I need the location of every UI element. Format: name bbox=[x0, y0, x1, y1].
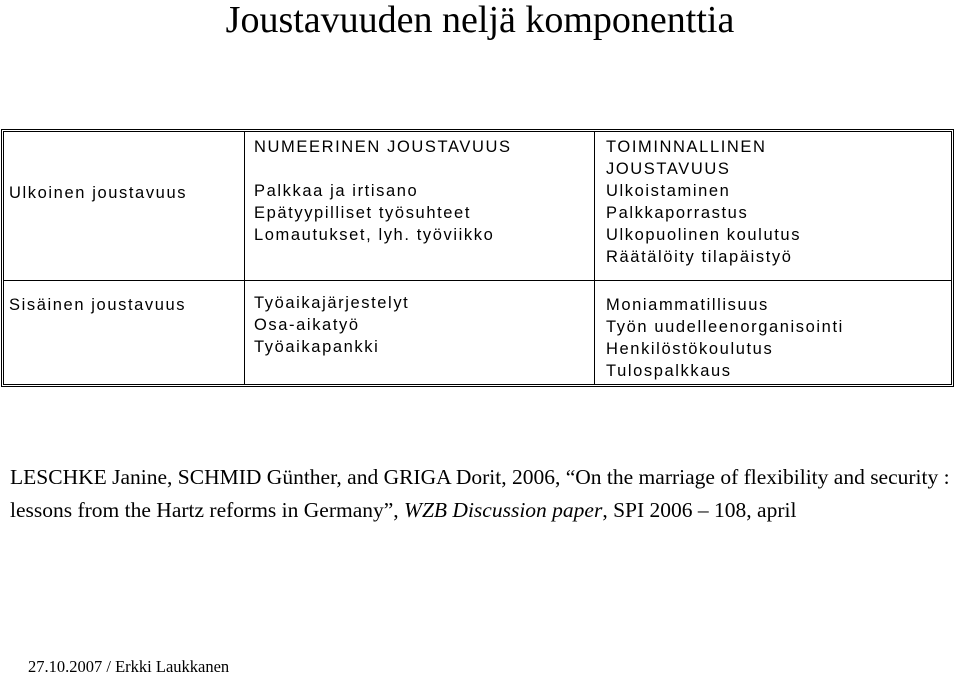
row-label-external: Ulkoinen joustavuus bbox=[9, 184, 188, 202]
external-functional-list bbox=[606, 180, 801, 268]
internal-functional-list bbox=[606, 294, 844, 382]
list-item: Työn uudelleenorganisointi bbox=[606, 318, 844, 336]
list-item: Työaikapankki bbox=[254, 338, 380, 356]
list-item: Palkkaporrastus bbox=[606, 204, 749, 222]
list-item: Räätälöity tilapäistyö bbox=[606, 248, 793, 266]
list-item: Henkilöstökoulutus bbox=[606, 340, 774, 358]
flexibility-table bbox=[1, 129, 954, 387]
list-item: Epätyypilliset työsuhteet bbox=[254, 204, 472, 222]
citation: LESCHKE Janine, SCHMID Günther, and GRIGA Dorit, 2006, “On the marriage of flexibility and security : lessons from the Hartz reforms in Germany”, WZB Discussion paper, SPI 2006 – 108, april bbox=[10, 465, 950, 522]
list-item: Ulkopuolinen koulutus bbox=[606, 226, 802, 244]
slide-title: Joustavuuden neljä komponenttia bbox=[225, 0, 735, 41]
table-divider-1 bbox=[244, 132, 245, 384]
citation-series-title: WZB Discussion paper bbox=[404, 497, 603, 522]
list-item: Palkkaa ja irtisano bbox=[254, 182, 419, 200]
functional-flexibility-header: TOIMINNALLINEN JOUSTAVUUS bbox=[606, 138, 767, 178]
table-divider-2 bbox=[594, 132, 595, 384]
footer-date-author: 27.10.2007 / Erkki Laukkanen bbox=[28, 657, 230, 676]
numeric-flexibility-header: NUMEERINEN JOUSTAVUUS bbox=[254, 138, 512, 156]
list-item: Työaikajärjestelyt bbox=[254, 294, 410, 312]
list-item: Osa-aikatyö bbox=[254, 316, 360, 334]
row-label-internal: Sisäinen joustavuus bbox=[9, 296, 187, 314]
list-item: Ulkoistaminen bbox=[606, 182, 731, 200]
list-item: Tulospalkkaus bbox=[606, 362, 732, 380]
external-numeric-list bbox=[254, 180, 494, 246]
table-row-divider bbox=[4, 280, 951, 281]
list-item: Moniammatillisuus bbox=[606, 296, 769, 314]
internal-numeric-list bbox=[254, 292, 409, 358]
list-item: Lomautukset, lyh. työviikko bbox=[254, 226, 495, 244]
